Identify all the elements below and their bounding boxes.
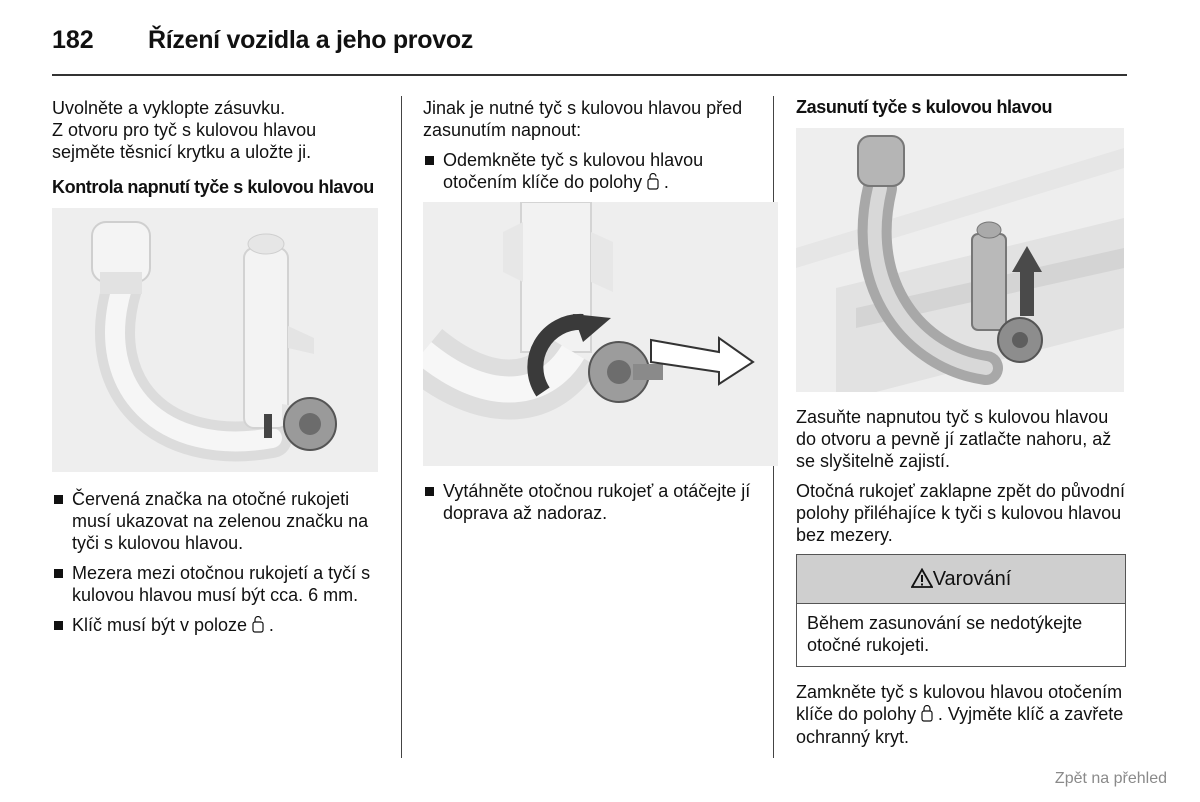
warning-box <box>796 554 1126 667</box>
bullet-gap: Mezera mezi otočnou rukojetí a tyčí s kulovou hlavou musí být cca. 6 mm. <box>52 562 382 606</box>
bullet-unlock: Odemkněte tyč s kulovou hlavou otočením klíče do polohy . <box>423 149 763 194</box>
lock-paragraph: Zamkněte tyč s kulovou hlavou otočením klíče do polohy . Vyjměte klíč a zavřete ochranný kryt. <box>796 682 1124 747</box>
bullet-square-icon <box>425 487 434 496</box>
section-heading-tension-check: Kontrola napnutí tyče s kulovou hlavou <box>52 177 374 197</box>
bullet-pull-rotate: Vytáhněte otočnou rukojeť a otáčejte jí doprava až nadoraz. <box>423 480 763 524</box>
chapter-title: Řízení vozidla a jeho provoz <box>148 26 473 54</box>
warning-title: Varování <box>932 568 1012 590</box>
page-header <box>52 22 1127 76</box>
back-to-overview-link[interactable]: Zpět na přehled <box>1054 770 1167 787</box>
bullet-square-icon <box>54 569 63 578</box>
bullet-key-position: Klíč musí být v poloze . <box>52 614 382 637</box>
warning-header <box>797 555 1125 604</box>
bullet-red-mark: Červená značka na otočné rukojeti musí ukazovat na zelenou značku na tyči s kulovou hlavou. <box>52 488 382 554</box>
insert-paragraph-1: Zasuňte napnutou tyč s kulovou hlavou do otvoru a pevně jí zatlačte nahoru, až se slyšitelně zajistí. <box>796 407 1112 471</box>
illustration-ball-rod-check <box>52 208 378 472</box>
column-2 <box>423 97 763 532</box>
handle-illustration <box>423 202 778 466</box>
insert-illustration <box>796 128 1124 392</box>
column-divider-1 <box>401 96 402 758</box>
header-divider <box>52 74 1127 76</box>
key-unlocked-icon <box>647 173 664 192</box>
towbar-illustration <box>52 208 378 472</box>
intro-line-2: Z otvoru pro tyč s kulovou hlavou sejměte těsnicí krytku a uložte ji. <box>52 120 317 162</box>
warning-triangle-icon <box>911 568 933 590</box>
key-locked-icon <box>921 705 938 724</box>
warning-text: Během zasunování se nedotýkejte otočné rukojeti. <box>807 613 1083 655</box>
bullet-square-icon <box>54 621 63 630</box>
page-number: 182 <box>52 26 94 54</box>
tension-intro: Jinak je nutné tyč s kulovou hlavou před zasunutím napnout: <box>423 98 743 140</box>
illustration-insert-rod <box>796 128 1124 392</box>
column-1 <box>52 97 382 645</box>
insert-paragraph-2: Otočná rukojeť zaklapne zpět do původní polohy přiléhajíce k tyči s kulovou hlavou bez mezery. <box>796 481 1125 545</box>
column-3 <box>796 97 1126 756</box>
bullet-square-icon <box>54 495 63 504</box>
intro-line-1: Uvolněte a vyklopte zásuvku. <box>52 98 286 118</box>
section-heading-insert: Zasunutí tyče s kulovou hlavou <box>796 97 1053 117</box>
key-unlocked-icon <box>252 616 269 635</box>
bullet-square-icon <box>425 156 434 165</box>
illustration-pull-handle <box>423 202 778 466</box>
